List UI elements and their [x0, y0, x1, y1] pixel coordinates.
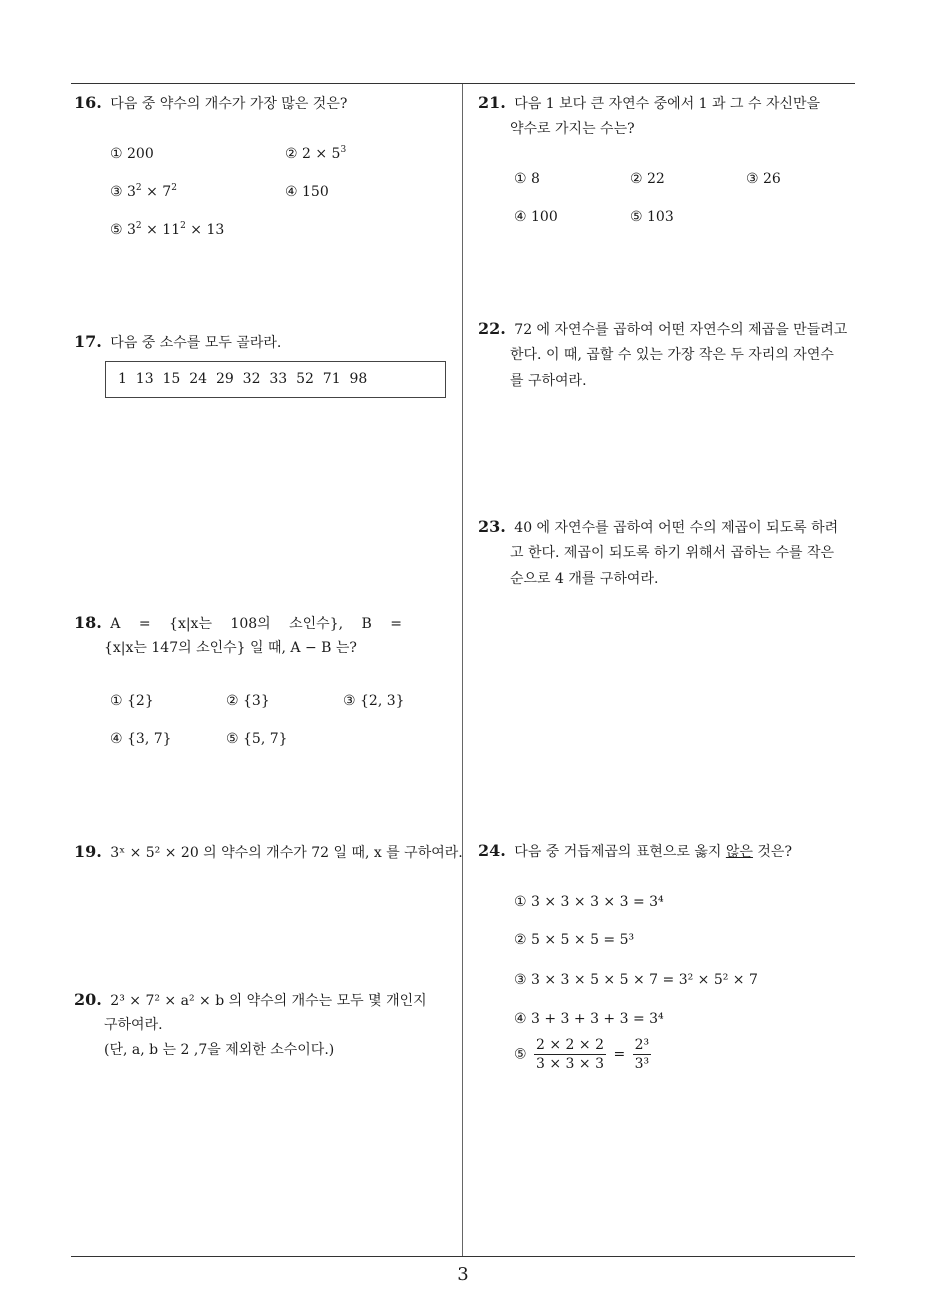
- question-number: 22.: [478, 319, 506, 338]
- option-3[interactable]: ③ {2, 3}: [343, 693, 405, 709]
- question-20-line2: 구하여라.: [104, 1017, 163, 1033]
- option-5[interactable]: ⑤ {5, 7}: [226, 731, 288, 747]
- question-text: A = {x|x는 108의 소인수}, B =: [110, 616, 402, 632]
- question-number: 24.: [478, 841, 506, 860]
- option-5[interactable]: ⑤ $3^2 \times 11^2 \times 13$: [110, 221, 225, 238]
- question-22-line3: 를 구하여라.: [510, 373, 587, 389]
- page-number: 3: [457, 1264, 469, 1285]
- option-3[interactable]: ③ 26: [746, 171, 781, 187]
- question-text-end: 것은?: [752, 844, 792, 860]
- question-24: [478, 841, 792, 862]
- option-5[interactable]: ⑤ 103: [630, 209, 674, 225]
- question-21-line1: [478, 93, 820, 114]
- option-4[interactable]: ④ 150: [285, 184, 329, 200]
- option-2[interactable]: ② {3}: [226, 693, 270, 709]
- question-20-line1: [74, 990, 427, 1011]
- question-text: 다음 중 소수를 모두 골라라.: [110, 335, 282, 351]
- bottom-rule: [71, 1256, 855, 1257]
- option-2[interactable]: ② 5 × 5 × 5 = 5³: [514, 932, 635, 948]
- option-text: ⑤ 3: [110, 222, 136, 238]
- question-18-line2: {x|x는 147의 소인수} 일 때, A − B 는?: [104, 640, 357, 656]
- option-3[interactable]: ③ 3 × 3 × 5 × 5 × 7 = 3² × 5² × 7: [514, 972, 758, 988]
- option-5[interactable]: [514, 1037, 654, 1072]
- question-22-line1: [478, 319, 847, 340]
- question-text: 3ˣ × 5² × 20 의 약수의 개수가 72 일 때, x 를 구하여라.: [110, 845, 463, 861]
- option-4[interactable]: ④ 100: [514, 209, 558, 225]
- fraction-left: [534, 1037, 606, 1072]
- question-number: 18.: [74, 613, 102, 632]
- question-16: [74, 93, 347, 114]
- question-17: [74, 332, 281, 353]
- fraction-right: [633, 1037, 652, 1072]
- question-text: 2³ × 7² × a² × b 의 약수의 개수는 모두 몇 개인지: [110, 993, 427, 1009]
- denominator: 3³: [634, 1056, 650, 1072]
- option-1[interactable]: ① 3 × 3 × 3 × 3 = 3⁴: [514, 894, 664, 910]
- question-number: 20.: [74, 990, 102, 1009]
- question-number: 23.: [478, 517, 506, 536]
- question-18-line1: [74, 613, 402, 634]
- question-text: 다음 1 보다 큰 자연수 중에서 1 과 그 수 자신만을: [514, 96, 821, 112]
- option-4[interactable]: ④ {3, 7}: [110, 731, 172, 747]
- question-text: 40 에 자연수를 곱하여 어떤 수의 제곱이 되도록 하려: [514, 520, 839, 536]
- question-19: [74, 842, 463, 863]
- emphasis-not: 않은: [725, 844, 753, 860]
- question-20-line3: (단, a, b 는 2 ,7을 제외한 소수이다.): [104, 1042, 335, 1058]
- numerator: 2³: [634, 1037, 650, 1053]
- question-23-line2: 고 한다. 제곱이 되도록 하기 위해서 곱하는 수를 작은: [510, 545, 835, 561]
- question-text: 다음 중 약수의 개수가 가장 많은 것은?: [110, 96, 348, 112]
- equals-sign: =: [613, 1046, 626, 1063]
- number-list: 1 13 15 24 29 32 33 52 71 98: [118, 371, 368, 387]
- option-1[interactable]: ① 200: [110, 146, 154, 162]
- numerator: 2 × 2 × 2: [536, 1037, 604, 1053]
- question-text: 72 에 자연수를 곱하여 어떤 자연수의 제곱을 만들려고: [514, 322, 848, 338]
- question-number: 16.: [74, 93, 102, 112]
- question-number: 21.: [478, 93, 506, 112]
- question-number: 17.: [74, 332, 102, 351]
- option-1[interactable]: ① 8: [514, 171, 540, 187]
- question-23-line3: 순으로 4 개를 구하여라.: [510, 571, 659, 587]
- question-22-line2: 한다. 이 때, 곱할 수 있는 가장 작은 두 자리의 자연수: [510, 347, 834, 363]
- question-21-line2: 약수로 가지는 수는?: [510, 121, 635, 137]
- top-rule: [71, 83, 855, 84]
- option-2[interactable]: ② $2 \times 5^3$: [285, 145, 347, 162]
- question-23-line1: [478, 517, 838, 538]
- number-list-box: [105, 361, 446, 398]
- option-mark: ⑤: [514, 1046, 527, 1063]
- option-3[interactable]: ③ $3^2 \times 7^2$: [110, 183, 177, 200]
- question-number: 19.: [74, 842, 102, 861]
- option-text: ② 2 × 5: [285, 146, 341, 162]
- question-text: 다음 중 거듭제곱의 표현으로 옳지: [514, 844, 726, 860]
- denominator: 3 × 3 × 3: [536, 1056, 604, 1072]
- option-4[interactable]: ④ 3 + 3 + 3 + 3 = 3⁴: [514, 1011, 664, 1027]
- column-divider: [462, 84, 463, 1256]
- option-2[interactable]: ② 22: [630, 171, 665, 187]
- option-text: ③ 3: [110, 184, 136, 200]
- option-1[interactable]: ① {2}: [110, 693, 154, 709]
